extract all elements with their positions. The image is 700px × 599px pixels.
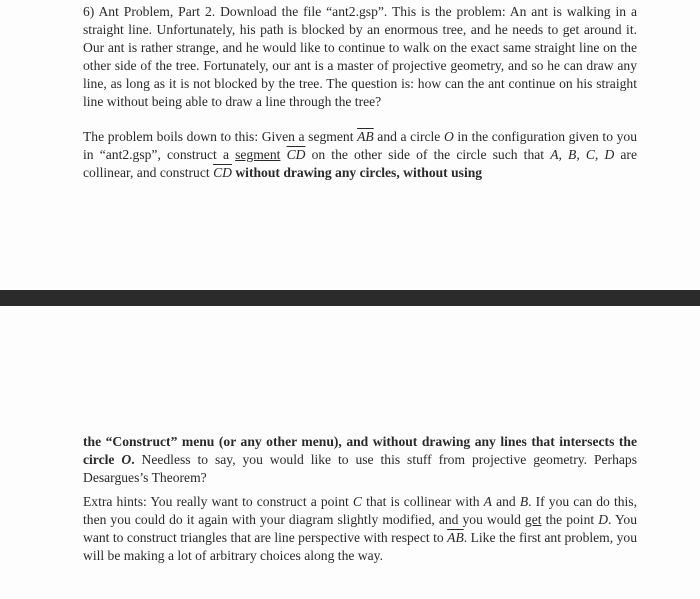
segment-ab: $\overline{AB}$ bbox=[447, 530, 464, 546]
hint-text: and bbox=[491, 494, 520, 509]
task-text: The problem boils down to this: Given a segment bbox=[83, 129, 358, 144]
point-a: A bbox=[483, 494, 492, 509]
hint-text: . If you can do this, then you could do it again with your diagram slightly modified, and you would bbox=[83, 494, 637, 528]
page-divider bbox=[0, 290, 700, 306]
segment-cd: $\overline{CD}$ bbox=[286, 147, 306, 163]
task-text: in the configuration given to you in “ant2.gsp”, construct a bbox=[83, 129, 637, 163]
task-text: and a circle bbox=[373, 129, 444, 144]
get-word: get bbox=[524, 512, 542, 528]
problem-heading: 6) Ant Problem, Part 2. bbox=[83, 4, 216, 19]
continuation-text: Needless to say, you would like to use this stuff from projective geometry. Perhaps Desargues’s Theorem? bbox=[83, 452, 637, 486]
segment-cd: $\overline{CD}$ bbox=[213, 165, 232, 181]
constraint-bold-text: the “Construct” menu (or any other menu), and without drawing any lines that intersects the circle bbox=[83, 434, 637, 468]
constraint-bold-text: . bbox=[131, 452, 135, 468]
problem-intro-paragraph bbox=[83, 3, 637, 112]
segment-word: segment bbox=[235, 147, 281, 163]
hints-paragraph bbox=[83, 493, 637, 565]
hint-text: that is collinear with bbox=[361, 494, 484, 509]
point-d: D bbox=[598, 512, 609, 528]
circle-o: O bbox=[443, 129, 454, 144]
hint-text: . You want to construct triangles that are line perspective with respect to bbox=[83, 512, 637, 546]
problem-intro-text: Download the file “ant2.gsp”. This is the problem: An ant is walking in a straight line. Unfortunately, his path is blocked by an enormous tree, and he needs to get around it. Our ant is rather strange, and he would like to continue to walk on the exact same straight line on the other side of the tree. Fortunately, our ant is a master of projective geometry, and so he can draw any line, as long as it is not blocked by the tree. The question is: how can the ant continue on his straight line without being able to draw a line through the tree? bbox=[83, 4, 637, 110]
point-b: B bbox=[519, 494, 529, 509]
task-text: on the other side of the circle such that bbox=[305, 147, 551, 163]
constraint-bold-text: without drawing any circles, without using bbox=[235, 165, 483, 181]
task-paragraph bbox=[83, 128, 637, 182]
hint-text: the point bbox=[541, 512, 599, 528]
hint-text: . Like the first ant problem, you will be making a lot of arbitrary choices along the way. bbox=[83, 530, 637, 564]
hint-text: Extra hints: You really want to construct a point bbox=[83, 494, 353, 509]
collinear-points: A, B, C, D bbox=[550, 147, 615, 163]
task-text: are collinear, and construct bbox=[83, 147, 637, 181]
segment-ab: $\overline{AB}$ bbox=[357, 129, 374, 144]
circle-o: O bbox=[121, 452, 132, 468]
point-c: C bbox=[352, 494, 362, 509]
continuation-paragraph bbox=[83, 433, 637, 487]
